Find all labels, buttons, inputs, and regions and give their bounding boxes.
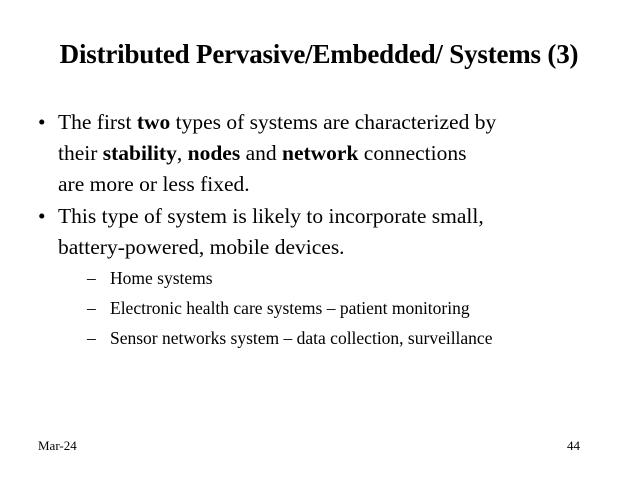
bullet-item-1: [38, 107, 618, 200]
footer-date: Mar-24: [38, 438, 77, 453]
bold-text-run: stability: [102, 141, 177, 165]
text-run: This type of system is likely to incorporate small,: [58, 204, 484, 228]
sub-bullet-marker: –: [87, 328, 96, 348]
text-run: ,: [176, 141, 188, 165]
text-run: connections: [358, 141, 467, 165]
sub-bullet-text: Home systems: [110, 268, 213, 288]
page-number: 44: [567, 438, 580, 453]
text-run: battery-powered, mobile devices.: [58, 235, 345, 259]
bullet-marker: •: [38, 204, 46, 228]
text-run: and: [240, 141, 282, 165]
sub-bullet-marker: –: [87, 298, 96, 318]
sub-bullet-item-2: [87, 297, 470, 319]
sub-bullet-item-1: [87, 267, 213, 289]
bold-text-run: nodes: [187, 141, 241, 165]
bullet-line: [58, 232, 618, 263]
text-run: The first: [58, 110, 137, 134]
text-run: their: [58, 141, 103, 165]
text-run: are more or less fixed.: [58, 172, 250, 196]
bullet-item-2: [38, 201, 618, 263]
sub-bullet-text: Sensor networks system – data collection, surveillance: [110, 328, 493, 348]
text-run: types of systems are characterized by: [170, 110, 497, 134]
sub-bullet-marker: –: [87, 268, 96, 288]
bold-text-run: network: [281, 141, 359, 165]
bullet-line: [58, 107, 618, 138]
bullet-line: [58, 138, 618, 169]
bullet-marker: •: [38, 110, 46, 134]
slide-title: Distributed Pervasive/Embedded/ Systems (3): [59, 39, 579, 69]
sub-bullet-item-3: [87, 327, 493, 349]
sub-bullet-text: Electronic health care systems – patient monitoring: [110, 298, 470, 318]
bullet-line: [58, 201, 618, 232]
bullet-line: [58, 169, 618, 200]
bold-text-run: two: [136, 110, 171, 134]
